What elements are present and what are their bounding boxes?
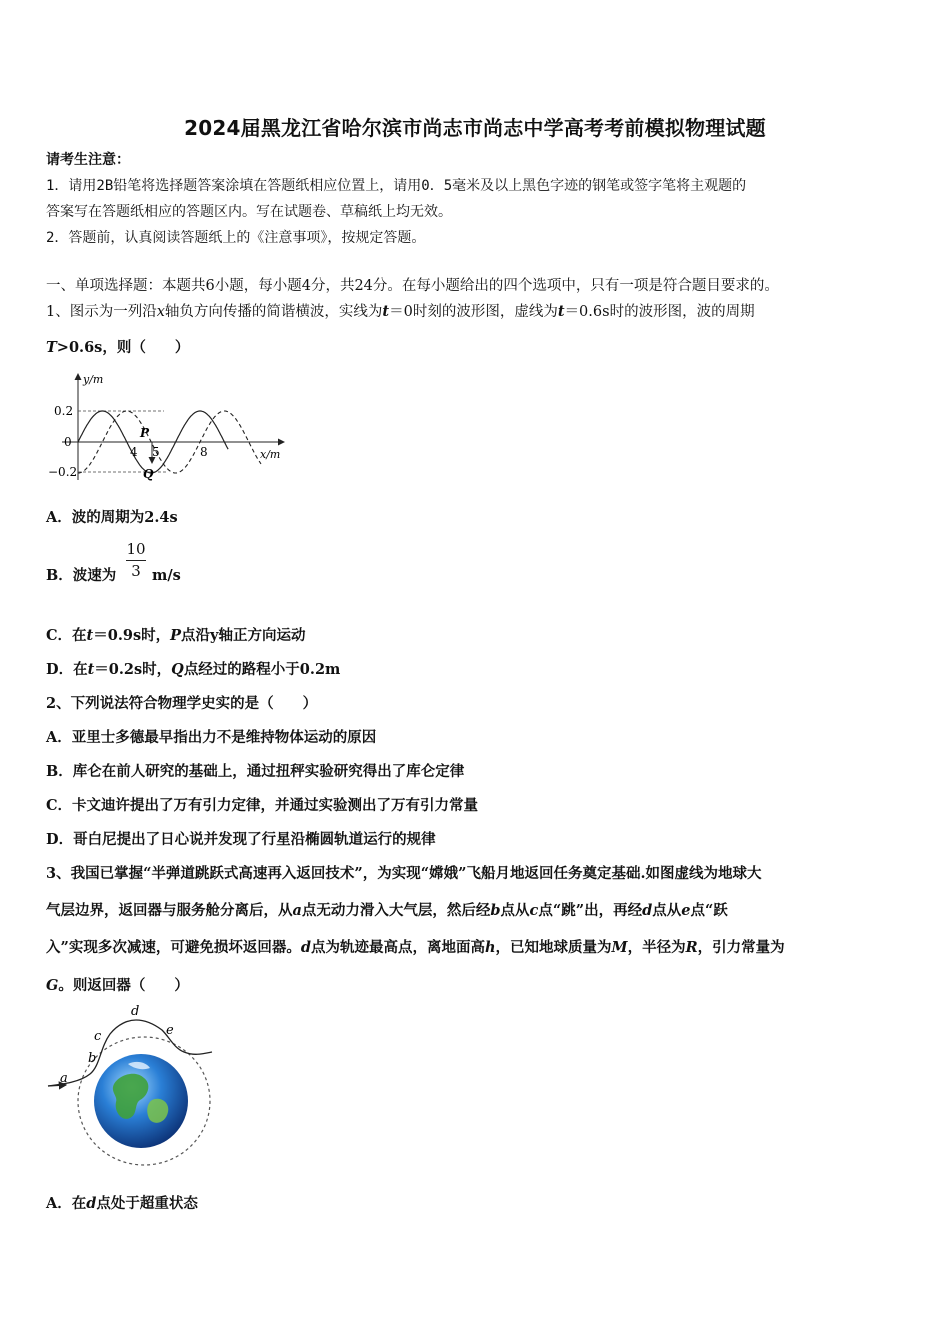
section-heading: 一、单项选择题：本题共6小题，每小题4分，共24分。在每小题给出的四个选项中，只有一项是符合题目要求的。 (46, 278, 779, 294)
point-e-label: e (166, 1023, 174, 1038)
q3-stem-line-1: 3、我国已掌握“半弹道跳跃式高速再入返回技术”，为实现“嫦娥”飞船月地返回任务奠定基础.如图虚线为地球大 (46, 865, 762, 882)
point-q-label: Q (143, 467, 154, 481)
point-p-label: P (140, 426, 150, 440)
q1-option-b-fraction (126, 540, 146, 581)
y-tick-bottom: −0.2 (48, 465, 78, 479)
q3-stem-line-3: 入”实现多次减速，可避免损坏返回器。d点为轨迹最高点，离地面高h，已知地球质量为M，半径为R，引力常量为 (46, 939, 785, 956)
point-a-label: a (60, 1071, 68, 1086)
wave-figure (44, 368, 294, 488)
y-tick-zero: 0 (64, 435, 72, 449)
notice-line-1: 1．请用2B铅笔将选择题答案涂填在答题纸相应位置上，请用0．5毫米及以上黑色字迹的钢笔或签字笔将主观题的 (46, 178, 747, 194)
q1-option-c: C．在t＝0.9s时，P点沿y轴正方向运动 (46, 627, 306, 644)
point-b-label: b (88, 1051, 97, 1066)
notice-heading: 请考生注意： (46, 152, 130, 168)
y-tick-top: 0.2 (54, 404, 74, 418)
x-tick-8: 8 (200, 445, 208, 459)
q2-stem: 2、下列说法符合物理学史实的是（ ） (46, 695, 318, 712)
q2-option-d: D．哥白尼提出了日心说并发现了行星沿椭圆轨道运行的规律 (46, 831, 436, 848)
q1-option-b-unit: m/s (152, 567, 181, 584)
q3-option-a: A．在d点处于超重状态 (46, 1195, 198, 1212)
q1-option-a: A．波的周期为2.4s (46, 509, 178, 526)
q1-stem-line-1: 1、图示为一列沿x轴负方向传播的简谐横波，实线为t＝0时刻的波形图，虚线为t＝0.6s时的波形图，波的周期 (46, 303, 755, 320)
q1-option-b-prefix: B．波速为 (46, 567, 117, 584)
notice-line-3: 2．答题前，认真阅读答题纸上的《注意事项》，按规定答题。 (46, 230, 426, 246)
page-title: 2024届黑龙江省哈尔滨市尚志市尚志中学高考考前模拟物理试题 (184, 116, 766, 140)
fraction-denominator: 3 (131, 562, 141, 580)
fraction-bar (126, 560, 146, 561)
notice-line-2: 答案写在答题纸相应的答题区内。写在试题卷、草稿纸上均无效。 (46, 204, 452, 220)
q1-option-d: D．在t＝0.2s时，Q点经过的路程小于0.2m (46, 661, 341, 678)
point-c-label: c (94, 1029, 102, 1044)
q3-stem-line-2: 气层边界，返回器与服务舱分离后，从a点无动力滑入大气层，然后经b点从c点“跳”出，再经d点从e点“跃 (46, 902, 728, 919)
x-axis-label: x/m (260, 448, 281, 461)
q2-option-c: C．卡文迪许提出了万有引力定律，并通过实验测出了万有引力常量 (46, 797, 479, 814)
y-axis-label: y/m (83, 373, 104, 386)
point-d-label: d (131, 1004, 140, 1019)
fraction-numerator: 10 (126, 540, 146, 558)
q2-option-a: A．亚里士多德最早指出力不是维持物体运动的原因 (46, 729, 377, 746)
q2-option-b: B．库仑在前人研究的基础上，通过扭秤实验研究得出了库仑定律 (46, 763, 465, 780)
x-tick-5: 5 (152, 445, 160, 459)
q1-stem-line-2: T>0.6s，则（ ） (46, 339, 190, 356)
x-tick-4: 4 (130, 445, 138, 459)
q3-stem-line-4: G。则返回器（ ） (46, 977, 189, 994)
earth-figure (44, 1004, 220, 1172)
